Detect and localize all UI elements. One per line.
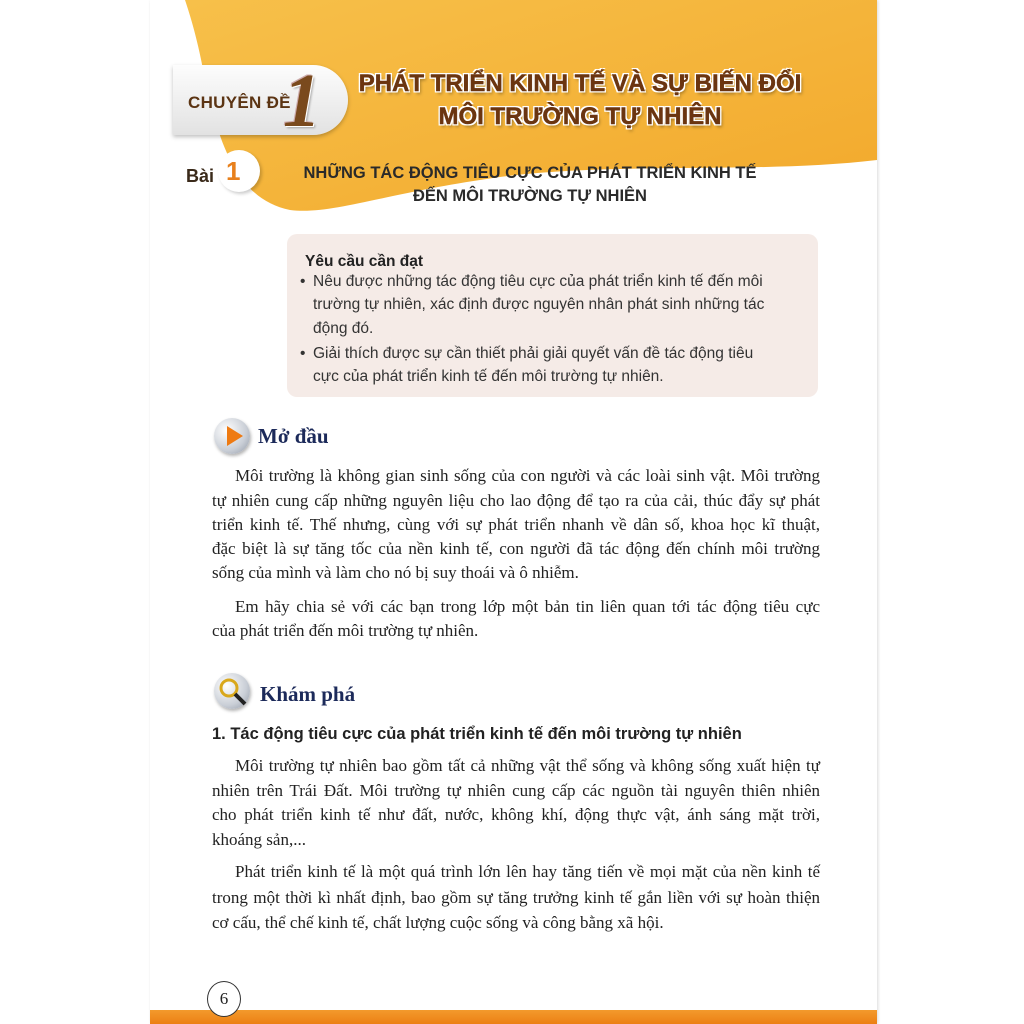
requirement-line: trường tự nhiên, xác định được nguyên nhân phát sinh những tác [313, 296, 765, 313]
text-line: Em hãy chia sẻ với các bạn trong lớp một bản tin liên quan tới tác động tiêu cực [235, 597, 820, 616]
text-line: trong một thời kì nhất định, bao gồm sự tăng trưởng kinh tế gắn liền với sự hoàn thiện [212, 888, 820, 907]
bullet-icon: • [300, 345, 306, 362]
page-number: 6 [207, 981, 241, 1017]
text-line: đặc biệt là sự tăng tốc của nền kinh tế, con người đã tác động đến chính môi trường [212, 539, 820, 558]
topic-title-line: MÔI TRƯỜNG TỰ NHIÊN [438, 103, 722, 130]
footer-bar [150, 1010, 877, 1024]
topic-number: 1 [283, 59, 321, 143]
text-line: cơ cấu, thể chế kinh tế, chất lượng cuộc sống và công bằng xã hội. [212, 913, 664, 932]
topic-title-line: PHÁT TRIỂN KINH TẾ VÀ SỰ BIẾN ĐỔI [358, 70, 802, 97]
requirement-line: động đó. [313, 320, 374, 337]
textbook-page [150, 0, 877, 1024]
subheading: 1. Tác động tiêu cực của phát triển kinh tế đến môi trường tự nhiên [212, 725, 742, 743]
explore-title: Khám phá [260, 682, 356, 706]
play-icon [214, 418, 250, 454]
requirement-line: Nêu được những tác động tiêu cực của phát triển kinh tế đến môi [313, 273, 763, 290]
lesson-title-line: ĐẾN MÔI TRƯỜNG TỰ NHIÊN [413, 187, 647, 205]
lesson-number: 1 [226, 156, 241, 186]
magnifier-icon [214, 673, 250, 709]
requirements-title: Yêu cầu cần đạt [305, 253, 424, 270]
text-line: Phát triển kinh tế là một quá trình lớn lên hay tăng tiến về mọi mặt của nền kinh tế [235, 862, 820, 881]
text-line: triển kinh tế. Thế nhưng, cùng với sự phát triển nhanh về dân số, khoa học kĩ thuật, [212, 515, 820, 534]
text-line: Môi trường tự nhiên bao gồm tất cả những vật thể sống và không sống xuất hiện tự [235, 756, 820, 775]
lesson-label: Bài [186, 166, 215, 186]
text-line: Môi trường là không gian sinh sống của con người và các loài sinh vật. Môi trường [235, 466, 820, 485]
text-line: sống của mình và làm cho nó bị suy thoái và ô nhiễm. [212, 563, 579, 582]
text-line: cho phát triển kinh tế như đất, nước, không khí, động thực vật, ánh sáng mặt trời, [212, 805, 820, 824]
text-line: tự nhiên cung cấp những nguyên liệu cho lao động để tạo ra của cải, thúc đẩy sự phát [212, 491, 820, 510]
lesson-title-line: NHỮNG TÁC ĐỘNG TIÊU CỰC CỦA PHÁT TRIỂN KINH TẾ [303, 164, 757, 182]
intro-title: Mở đầu [258, 424, 329, 448]
bullet-icon: • [300, 273, 306, 290]
text-line: khoáng sản,... [212, 830, 306, 849]
text-line: của phát triển đến môi trường tự nhiên. [212, 621, 479, 640]
topic-label: CHUYÊN ĐỀ [188, 93, 291, 112]
text-line: nhiên trên Trái Đất. Môi trường tự nhiên cung cấp các nguồn tài nguyên thiên nhiên [212, 781, 820, 800]
requirement-line: cực của phát triển kinh tế đến môi trường tự nhiên. [313, 368, 664, 385]
requirement-line: Giải thích được sự cần thiết phải giải quyết vấn đề tác động tiêu [313, 345, 754, 362]
